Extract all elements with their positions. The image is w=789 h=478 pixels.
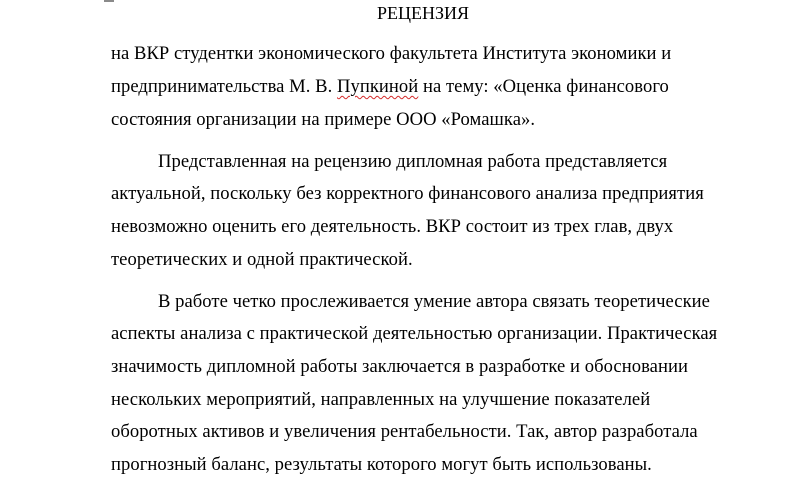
paragraph2-line-6: прогнозный баланс, результаты которого могут быть использованы. xyxy=(111,454,652,475)
document-title: РЕЦЕНЗИЯ xyxy=(376,3,470,23)
intro-line-2-end: на тему: «Оценка финансового xyxy=(418,76,669,97)
intro-line-1: на ВКР студентки экономического факультета Института экономики и xyxy=(111,43,672,64)
paragraph1-line-3: невозможно оценить его деятельность. ВКР состоит из трех глав, двух xyxy=(111,216,674,237)
paragraph1-line-1: Представленная на рецензию дипломная работа представляется xyxy=(158,151,668,172)
paragraph1-line-4: теоретических и одной практической. xyxy=(111,249,413,270)
intro-line-3: состояния организации на примере ООО «Ромашка». xyxy=(111,109,536,130)
paragraph2-line-1: В работе четко прослеживается умение автора связать теоретические xyxy=(158,291,710,312)
student-name-misspelled[interactable]: Пупкиной xyxy=(337,76,419,97)
paragraph2-line-4: нескольких мероприятий, направленных на улучшение показателей xyxy=(111,389,651,410)
paragraph1-line-2: актуальной, поскольку без корректного финансового анализа предприятия xyxy=(111,183,704,204)
intro-line-2-start: предпринимательства М. В. xyxy=(111,76,338,97)
paragraph2-line-3: значимость дипломной работы заключается в разработке и обосновании xyxy=(111,356,688,377)
paragraph2-line-2: аспекты анализа с практической деятельностью организации. Практическая xyxy=(111,323,718,344)
paragraph2-line-5: оборотных активов и увеличения рентабельности. Так, автор разработала xyxy=(111,421,698,442)
intro-line-2 xyxy=(111,76,669,98)
